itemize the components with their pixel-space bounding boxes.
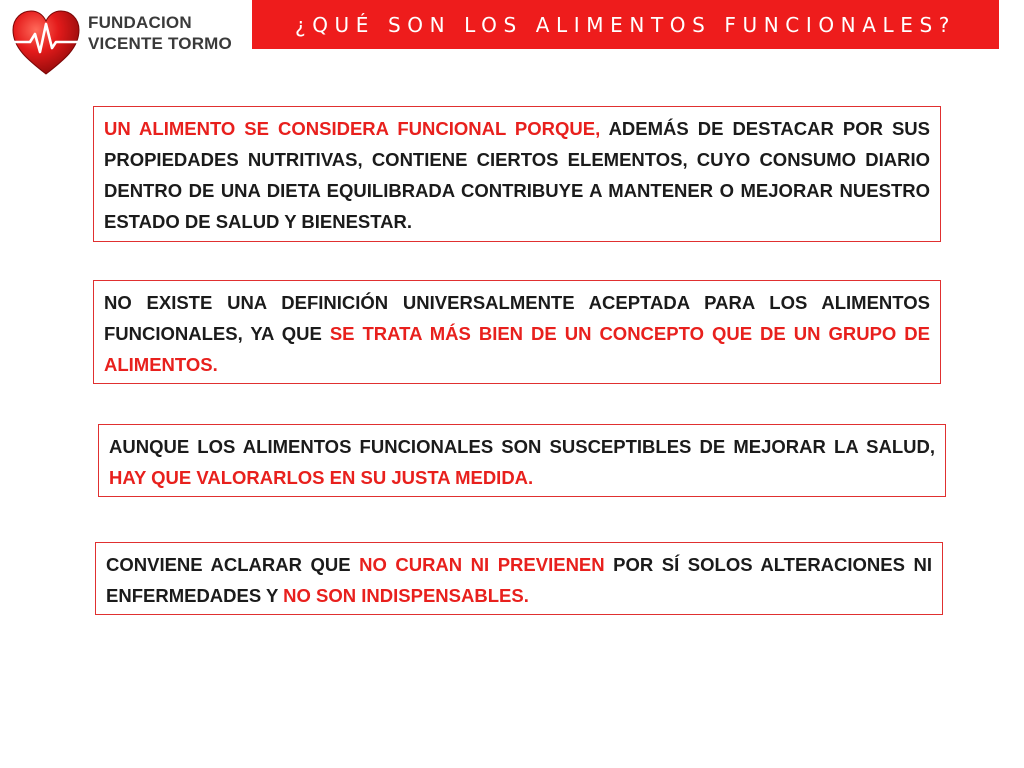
no-definition-text: NO EXISTE UNA DEFINICIÓN UNIVERSALMENTE ACEPTADA PARA LOS ALIMENTOS FUNCIONALES, YA QUE xyxy=(104,292,930,344)
page-title: ¿QUÉ SON LOS ALIMENTOS FUNCIONALES? xyxy=(295,12,956,37)
logo-line-1: FUNDACION xyxy=(88,13,192,32)
logo-text xyxy=(88,12,232,54)
fair-measure-text: AUNQUE LOS ALIMENTOS FUNCIONALES SON SUSCEPTIBLES DE MEJORAR LA SALUD, xyxy=(109,436,935,457)
not-cure-box xyxy=(95,542,943,615)
heart-icon xyxy=(10,8,82,78)
not-cure-text-2: POR SÍ SOLOS ALTERACIONES NI ENFERMEDADES Y xyxy=(106,554,932,606)
not-cure-text-1: CONVIENE ACLARAR QUE xyxy=(106,554,360,575)
foundation-logo xyxy=(10,8,232,78)
not-cure-highlight-2: NO SON INDISPENSABLES. xyxy=(283,585,529,606)
title-bar xyxy=(252,0,999,49)
no-definition-highlight: SE TRATA MÁS BIEN DE UN CONCEPTO QUE DE UN GRUPO DE ALIMENTOS. xyxy=(104,323,930,375)
fair-measure-highlight: HAY QUE VALORARLOS EN SU JUSTA MEDIDA. xyxy=(109,467,534,488)
definition-box xyxy=(93,106,941,242)
logo-line-2: VICENTE TORMO xyxy=(88,34,232,53)
definition-text: ADEMÁS DE DESTACAR POR SUS PROPIEDADES NUTRITIVAS, CONTIENE CIERTOS ELEMENTOS, CUYO CONSUMO DIARIO DENTRO DE UNA DIETA EQUILIBRADA CONTRIBUYE A MANTENER O MEJORAR NUESTRO ESTADO DE SALUD Y BIENESTAR. xyxy=(104,118,930,232)
definition-highlight: UN ALIMENTO SE CONSIDERA FUNCIONAL PORQUE, xyxy=(104,118,601,139)
fair-measure-box xyxy=(98,424,946,497)
no-universal-definition-box xyxy=(93,280,941,384)
not-cure-highlight-1: NO CURAN NI PREVIENEN xyxy=(359,554,605,575)
